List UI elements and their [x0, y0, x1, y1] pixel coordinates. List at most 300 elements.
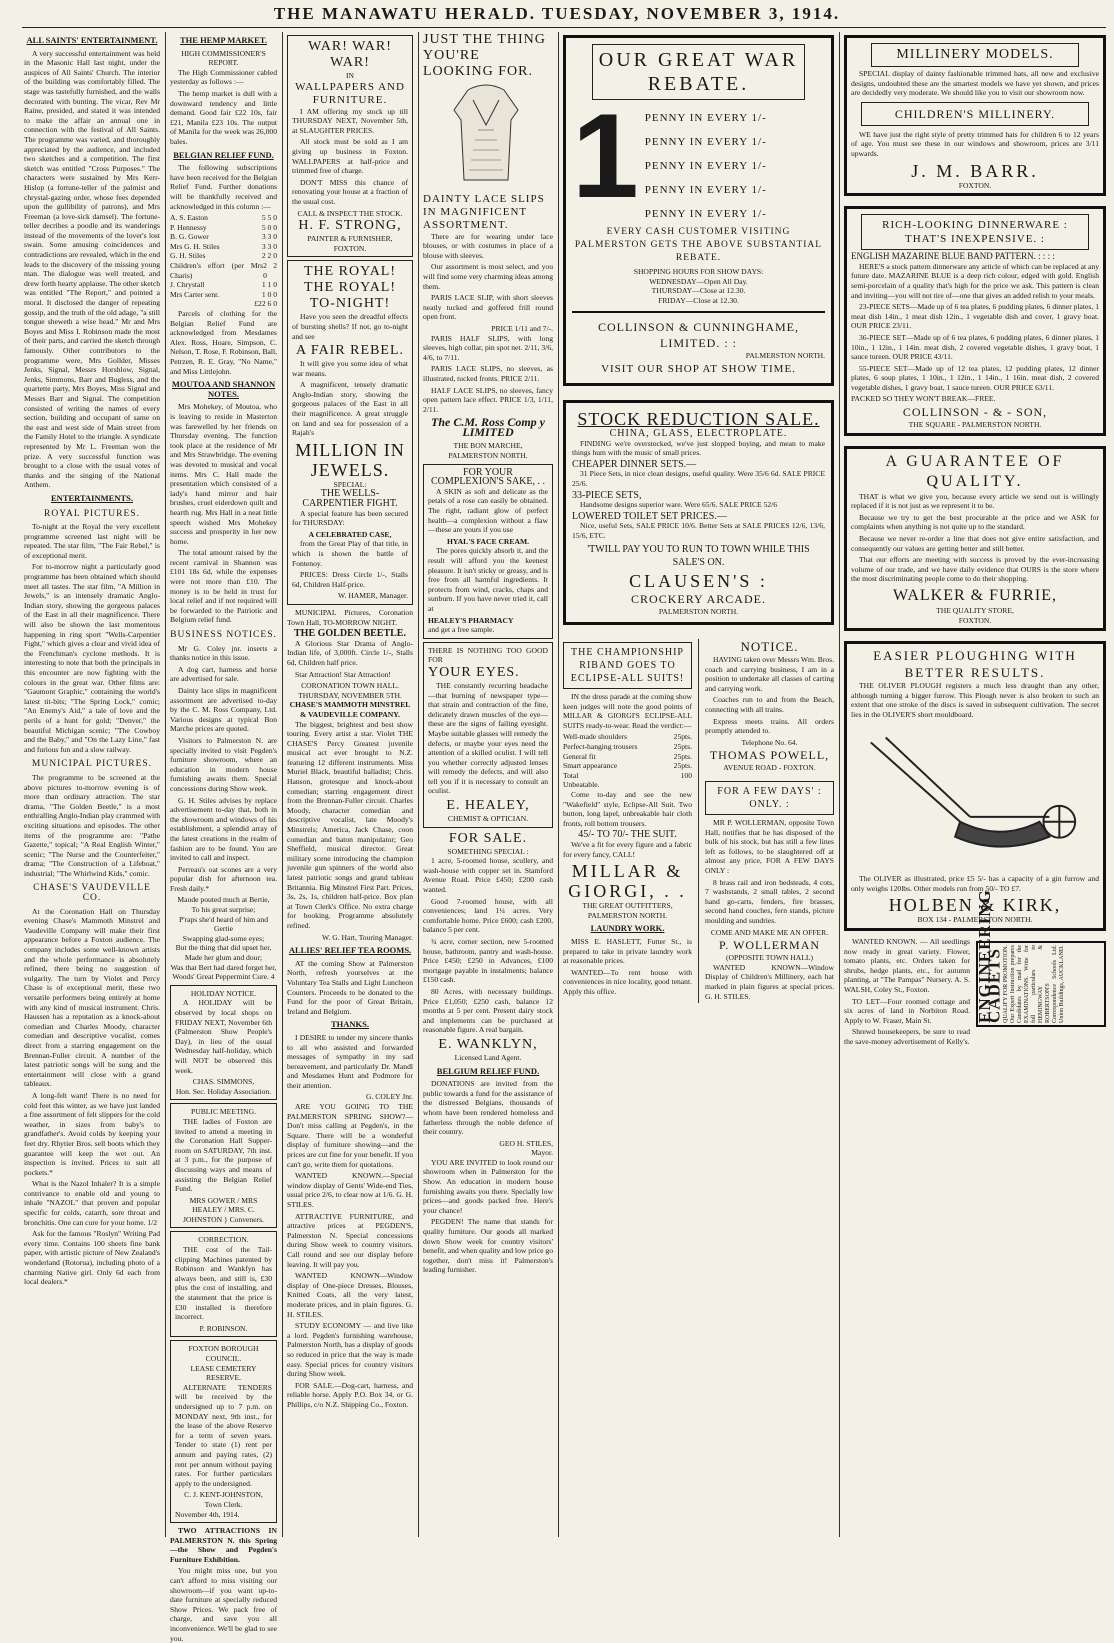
ad-signature: H. F. STRONG, [298, 218, 402, 234]
ad-text: I DESIRE to tender my sincere thanks to all who assisted and forwarded messages of sympathy in my sad bereavement, and particularly Dr. Mandl and Mesdames Hunt and Podmore for their attention. [287, 1032, 413, 1090]
ad-title: CORRECTION. [198, 1235, 249, 1245]
article-text: A very successful entertainment was held in the Masonic Hall last night, under the auspices of All Saints' Church. The interior of the building was comfortably filled. The stage was tastefully furnished, and the walls decorated with bunting. The vicar, Rev Mr Raine, presided, and stated it was intended to make the affair an annual one in connection with the festival of All Saints. The programme was varied, and thoroughly appreciated by the audience, and included two sketches and a competition. The first sketch was entitled "Cross Purposes." The characters were sustained by Mrs Kerr-Hislop (a fortune-teller of the palmist and chrystal-gazing order, whose fees depended upon the gullibility of patrons), and Mrs Freeman (a love-sick damsel). The fortune-teller decribes a poodle and its wanderings instead of the movements of the lover's lost swain. Some amusing coincidences and contradictions are revealed, which in the end leads to the discovery of the missing young man. The dialogue was well treated, and drew forth hearty applause. The other sketch was entitled "The Report," and pointed a moral. It disclosed the danger of repeating gossip, and the truth of the old adage, "a still tongue sheweth a wise head." Mr and Mrs Boyes and Miss I. Robinson made the most of their parts, and carried the sketch through famously. Other contributors to the programme were, Mrs Gollder, Misses Jenks, Signal, Messrs Horsblow, Signal, Jenks, Simmons, Barr and Bugless, and the quartette party, Mrs Boyes, Miss Signal and Messrs Barr and Signal. The competition consisted of writing the names of every section, building and occupant of same on the east and west side of Main street from the Family Hotel to the triangle. A syndicate represented by Mr L. Freeman won the prize. A very successful function was brought to a close with the usual votes of thanks and the singing of the National Anthem. [24, 48, 160, 490]
ad-title: BELGIUM RELIEF FUND. [436, 1065, 540, 1076]
ad-text: FRIDAY—Close at 12.30. [658, 295, 739, 305]
article-text: At the Coronation Hall on Thursday evening Chase's Mammoth Minstrel and Vaudeville Company will make their first appearance before a Foxton audience. The company includes some well-known artists and the whole performance is absolutely refined, there being no suggestion of vulgarity. The turn by Violet and Percy Chase is of exceptional merit, these two versatile performers being entirely at home with any kind of musical instrument. Chris. Haussen has a reputation as a knock-about comedian and Charles Moody, character comedian and descriptive vocalist, comes direct from a starring engagement on the Brennan-Fuller circuit. A number of the latest patriotic songs will be sung and the entertainment will close with a grand tableaux. [24, 906, 160, 1089]
ad-title: JUST THE THING YOU'RE LOOKING FOR. [423, 32, 546, 79]
subheadline: BUSINESS NOTICES. [170, 630, 277, 641]
ad-title: EASIER PLOUGHING WITH BETTER RESULTS. [873, 648, 1077, 681]
subscriber-name: J. Chrystall [170, 280, 205, 290]
article-text: Mrs Mohekey, of Moutoa, who is leaving to reside in Masterton was farewelled by her friends on Thursday evening. The function took place at the residence of Mr and Mrs Strawbridge. The evening was devoted to musical and vocal items. Mrs C. Hall made the presentation which consisted of a lady's hand mirror and hair brushes, cruel eiderdown quilt and hearth rug. Mrs Hall in a neat little speech wished Mrs Mohekey success and prosperity in her new home. [170, 402, 277, 546]
ad-signature: MILLAR & GIORGI, . . [568, 861, 687, 902]
ad-text: PARIS HALF SLIPS, with long sleeves, high collar, pin spot net. 2/11, 3/6, 4/6, to 7/11. [423, 333, 553, 362]
ad-text: 31 Piece Sets, in nice clean designs, useful quality. Were 35/6 6d. SALE PRICE 25/6. [572, 469, 825, 488]
ad-signature: Licensed Land Agent. [454, 1052, 522, 1062]
subscription-amount: 2 2 0 [261, 251, 277, 261]
points-value: 25pts. [673, 751, 692, 761]
article-text: A dog cart, harness and horse are advertised for sale. [170, 664, 277, 684]
ad-text: WANTED KNOWN. — All seedlings now ready in great variety. Flower, tomato plants, etc. Orders taken for shrubs, hedge plants, etc., for autumn planting, at "The Pampas" Nursery. A. S. WALSH, Coley St., Foxton. [844, 936, 970, 994]
ad-text: 36-PIECE SET—Made up of 6 tea plates, 6 pudding plates, 6 dinner plates, 1 10in., 1 12in., 1 14in. meat dish, 2 covered vegetable dishes, 1 gravy boat, 1 sauce tureen. OUR PRICE 43/11. [851, 332, 1099, 362]
ad-title: NOTICE. [740, 639, 799, 655]
ad-signature: C. J. KENT-JOHNSTON, [184, 1490, 263, 1500]
ad-text: Because we never re-order a line that does not give entire satisfaction, and consequently our values are getting better and still better. [851, 534, 1099, 553]
points-row [563, 771, 692, 781]
ad-text: PARIS LACE SLIPS, no sleeves, as illustrated, tucked fronts. PRICE 2/11. [423, 364, 553, 383]
ad-text: DON'T MISS this chance of renovating your house at a fraction of the usual cost. [292, 177, 408, 206]
ad-text: Handsome designs superior ware. Were 65/6. SALE PRICE 52/6 [580, 500, 778, 510]
ad-title: THE GOLDEN BEETLE. [294, 628, 406, 640]
plough-illustration [851, 722, 1099, 872]
ad-text: THAT is what we give you, because every article we send out is willingly replaced if it is not just as we represent it to be. [851, 491, 1099, 511]
subscriber-name: A. S. Easton [170, 213, 208, 223]
subscription-row [170, 280, 277, 290]
subscriber-name: G. H. Stiles [170, 251, 206, 261]
column-rule [165, 32, 166, 1537]
ad-text: 'TWILL PAY YOU TO RUN TO TOWN WHILE THIS SALE'S ON. [587, 543, 810, 568]
ad-signature: FOXTON. [958, 615, 992, 625]
ad-holiday-notice [170, 985, 277, 1101]
ad-text: YOU ARE INVITED to look round our showroom when in Palmerston for the Show. An education in modern house furnishing awaits you there. Specially low prices—and goods packed free. Here's your chance! [423, 1157, 553, 1215]
ad-title: LAUNDRY WORK. [590, 923, 665, 934]
ross-logo: The C.M. Ross Comp y LIMITED [430, 415, 545, 439]
ad-text: THE ladies of Foxton are invited to attend a meeting in the Coronation Hall Supper-room on SATURDAY, 7th inst. at 3 p.m., for the purpose of discussing ways and means of assisting the Belgian Relief Fund. [175, 1116, 272, 1194]
article-text: Visitors to Palmerston N. are specially invited to visit Pegden's furniture showroom, where an education in modern house furnishing awaits them. Special concessions during Show week. [170, 735, 277, 793]
penny-line: PENNY IN EVERY 1/- [644, 112, 767, 124]
ad-title: A GUARANTEE OF QUALITY. [885, 452, 1065, 490]
ad-signature: (OPPOSITE TOWN HALL) [725, 953, 814, 963]
subscriber-name: B. G. Gower [170, 232, 209, 242]
points-row [563, 742, 692, 752]
headline: ALL SAINTS' ENTERTAINMENT. [26, 35, 158, 45]
ad-war-rebate [563, 35, 834, 386]
column-5 [563, 32, 834, 1537]
penny-line: PENNY IN EVERY 1/- [644, 160, 767, 172]
poem-line: Woods' Great Peppermint Cure. 4 [172, 972, 275, 982]
ad-title: MILLINERY MODELS. [896, 47, 1054, 62]
ad-signature: P. ROBINSON. [199, 1323, 248, 1333]
ad-title: PUBLIC MEETING. [191, 1107, 256, 1117]
subscription-amount: 2 2 0 [263, 261, 277, 280]
headline: THE HEMP MARKET. [180, 35, 267, 45]
ad-title: PALMERSTON NORTH. [448, 451, 528, 461]
ad-text: 55-PIECE SET—Made up of 12 tea plates, 12 pudding plates, 12 dinner plates, 6 soup plates, 1 10in., 1 12in., 1 14in., 1 16in. meat dish, 2 covered vegetable dishes, 1 gravy boat, 1 sauce tureen. OUR PRICE 63/11. [851, 363, 1099, 392]
ad-title: A CELEBRATED CASE, [308, 529, 392, 539]
ad-correction [170, 1231, 277, 1337]
headline: BELGIAN RELIEF FUND. [173, 149, 274, 160]
subscription-row [170, 261, 277, 280]
subheadline: ROYAL PICTURES. [44, 508, 140, 519]
ad-text: EVERY CASH CUSTOMER VISITING PALMERSTON GETS THE ABOVE SUBSTANTIAL REBATE. [574, 227, 823, 263]
subscription-row [170, 290, 277, 300]
ad-text: ¾ acre, corner section, new 5-roomed house, bathroom, pantry and wash-house. Price £450; £250 in Advances, £100 mortgage payable in instalments; balance £150 cash. [423, 937, 553, 985]
article-text: The hemp market is dull with a downward tendency and little demand. Good fair £22 10s, fair £21, Manila £23 10s. The output of Manila for the week was 26,000 bales. [170, 88, 277, 146]
ad-text: STUDY ECONOMY — and live like a lord. Pegden's furnishing warehouse, Palmerston North, has a display of goods so reduced in price that the way is made easy. Special prices for country visitors during Show week. [287, 1321, 413, 1379]
ad-text: Good 7-roomed house, with all conveniences; land 1¼ acres. Very comfortable home. Price £600; cash £200, balance 5 per cent. [423, 896, 553, 935]
ad-text: 8 brass rail and iron bedsteads, 4 cots, 7 washstands, 2 small tables, 2 second hand go-carts, fenders, fire brasses, second hand couches, fern stands, picture moulding and sundries. [705, 877, 834, 925]
ad-text: HERE'S a stock pattern dinnerware any article of which can be replaced at any future date. MAZARINE BLUE is a deep rich colour, edged with gold. English semi-porcelain of a quality that's high for the price we ask. This pattern is clean and inviting—you will not tire of—one that gives an added relish to your meals. [851, 261, 1099, 300]
ad-text: WEDNESDAY—Open All Day. [649, 276, 748, 286]
ad-text: A Glorious Star Drama of Anglo-Indian life, of 3,000ft. Circle 1/-, Stalls 6d, Children half price. [287, 638, 413, 667]
ad-text: Our assortment is most select, and you will find some very charming ideas among them. [423, 262, 553, 291]
ad-title: OUR GREAT WAR REBATE. [598, 49, 799, 95]
article-text: G. H. Stiles advises by replace advertisement to-day that, both in the showroom and windows of his establishment, a splendid array of the latest creations in the realm of fashion are to be found. You are invited to call and inspect. [170, 795, 277, 863]
ad-signature: WALKER & FURRIE, [893, 587, 1057, 604]
ad-text: WE have just the right style of pretty trimmed hats for children 6 to 12 years of age. You must see these in our windows and showroom, prices are 3/11 upwards. [851, 129, 1099, 158]
column-rule [839, 32, 840, 1537]
ad-text: Telephone No. 64. [741, 737, 798, 747]
ad-signature: THOMAS POWELL, [709, 748, 830, 763]
ad-signature: Hon. Sec. Holiday Association. [175, 1086, 272, 1096]
points-label: Unbeatable. [563, 780, 600, 790]
subheadline: MUNICIPAL PICTURES. [31, 759, 153, 770]
ad-text: All stock must be sold as I am giving up business in Foxton. WALLPAPERS at half-price and trimmed free of charge. [292, 137, 408, 176]
ad-signature: THE GREAT OUTFITTERS, [582, 901, 673, 911]
subscription-row [170, 251, 277, 261]
subscription-row [170, 213, 277, 223]
ad-signature: BOX 134 - PALMERSTON NORTH. [917, 915, 1033, 925]
ad-signature: THE QUALITY STORE, [936, 606, 1014, 615]
ad-text: A HOLIDAY will be observed by local shops on FRIDAY NEXT, November 6th (Palmerston Show People's Day), in lieu of the usual Wednesday half-holiday, which will NOT be observed this week. [175, 998, 272, 1075]
ad-text: The OLIVER as illustrated, price £5 5/- has a capacity of a gin furrow and only weighs 120lbs. Other models run from 50/- TO £7. [851, 874, 1099, 893]
ad-title: HOLIDAY NOTICE. [190, 988, 257, 998]
ad-text: It will give you some idea of what war means. [292, 359, 408, 378]
subscription-row [170, 299, 277, 309]
article-text: The programme to be screened at the above pictures to-morrow evening is of more than ordinary attraction. The star drama, "The Golden Beetle," is a most enthralling Anglo-Indian play crammed with exciting situations and episodes. The other items of the programme are: "Pathe Gazette," topical; "A Real English Winter," scenic; "The Nurse and the Counterfeiter," drama; "The Construction of a Lifeboat," industrial; "The Whirlwind Kids," comic. [24, 772, 160, 878]
ad-stock-reduction [563, 400, 834, 625]
penny-line: PENNY IN EVERY 1/- [644, 208, 767, 220]
ad-title: STOCK REDUCTION SALE. [577, 408, 820, 429]
ad-title: COLLINSON & CUNNINGHAME, LIMITED. : : [598, 320, 799, 351]
ad-title: CHASE'S MAMMOTH MINSTREL & VAUDEVILLE COMPANY. [289, 700, 411, 719]
column-1 [24, 32, 160, 1537]
ad-text: PEGDEN! The name that stands for quality furniture. Our goods all marked down Show week for country visitors' benefit, and when quality and low price go together, don't miss it! Palmerston's leading furnisher. [423, 1217, 553, 1275]
ad-title: PALMERSTON NORTH. [745, 351, 825, 361]
column-rule [282, 32, 283, 1537]
ad-title: SPECIAL: [333, 479, 367, 489]
ad-text: That our efforts are meeting with success is proved by the ever-increasing volume of our trade, and we have daily evidence that OURS is the store where the most discriminating people come to do their shopping. [851, 555, 1099, 584]
ad-text: Because we try to get the best procurable at the price and we ASK for complaints when anything is not quite up to the standard. [851, 512, 1099, 532]
poem-line: Swapping glad-some eyes; [182, 933, 265, 943]
ad-signature: CHAS. SIMMONS, [192, 1077, 255, 1087]
ad-text: THE cost of the Tail-clipping Machines patented by Robinson and Wankfyn has always been, and still is, £30 plus the cost of installing, and the statement that the price is £30 installed is therefore incorrect. [175, 1245, 272, 1322]
ad-title: HEALEY'S PHARMACY [428, 615, 514, 625]
ad-title: CHILDREN'S MILLINERY. [894, 106, 1056, 121]
ad-text: Nice, useful Sets, SALE PRICE 10/6. Better Sets at SALE PRICES 12/6, 13/6, 15/6, ETC. [572, 521, 825, 540]
ad-signature: Town Clerk. [204, 1499, 243, 1509]
poem-line: But the thing that did upset her, [175, 943, 272, 953]
article-text: Mr G. Coley jnr. inserts a thanks notice in this issue. [170, 643, 277, 663]
ad-royal-pictures [287, 260, 413, 605]
subscription-amount: 5 0 0 [261, 222, 277, 232]
ad-war-wallpapers [287, 35, 413, 257]
points-table [563, 732, 692, 790]
lace-slip-illustration [423, 80, 549, 190]
points-label: Well-made shoulders [563, 732, 628, 742]
article-text: To-night at the Royal the very excellent programme screened last night will be repeated. The star film, "The Fair Rebel," is of exceptional merit. [24, 522, 160, 560]
poem-line: Maude pouted much at Bertie, [177, 895, 270, 905]
subscriber-name: Children's effort (per Mrs Charis) [170, 261, 264, 280]
ad-title-box [563, 642, 692, 689]
penny-line: PENNY IN EVERY 1/- [644, 184, 767, 196]
subheadline: CHASE'S VAUDEVILLE CO. [33, 883, 151, 904]
article-text: Dainty lace slips in magnificent assortment are advertised to-day by the C. M. Ross Company, Ltd. Various designs at typical Bon Marche prices are quoted. [170, 686, 277, 734]
ad-face-cream [423, 464, 553, 639]
ad-text: MISS E. HASLETT, Futter St., is prepared to take in private laundry work at reasonable prices. [563, 936, 692, 966]
ad-signature: E. WANKLYN, [438, 1036, 538, 1052]
ad-text: QUALIFY FOR PROMOTION. Our Expert Instruction prepares Candidates by mail for the EXAMINATIONS. Write for full particulars to HEMINGWAY & ROBERTSON'S Correspondence Schools Ltd. Union Buildings, AUCKLAND. [1003, 944, 1066, 1023]
big-one-numeral: 1 [572, 89, 639, 223]
ad-title: COME AND MAKE ME AN OFFER. [710, 927, 829, 937]
subscription-row [170, 223, 277, 233]
points-label: Total [563, 770, 579, 780]
ad-title: TWO ATTRACTIONS IN PALMERSTON N. this Spring—the Show and Pegden's Furniture Exhibition. [170, 1526, 277, 1564]
ad-signature: COLLINSON - & - SON, [902, 405, 1048, 420]
ad-text: WANTED KNOWN.—Special window display of Gents' Wide-end Ties, usual price 2/6, to clear now at 1/6. G. H. STILES. [287, 1171, 413, 1209]
ad-text: from the Great Play of that title, in which is shown the battle of Fontenoy. [292, 539, 408, 568]
ad-title: FOR SALE. [448, 830, 528, 846]
ad-text: There are for wearing under lace blouses, or with costumes in place of a blouse with sleeves. [423, 231, 553, 260]
ad-text: The biggest, brightest and best show touring. Every artist a star. Violet THE CHASE'S Percy Greatest juvenile musical act ever brought to N.Z. featuring 12 different instruments. Miss Muriel Black, beautiful balladist; Chris. Hanson, grotesque and knock-about comedian; starring engagement direct from the Brennan-Fuller circuit. Charles Moody, character comedian and descriptive vocalist, late Moody's Minstrels; America, Jack Chase, coon comedian and baton manipulator; Geo Sheffield, musical director. Great military scene introducing the champion juvenile gun spinners of the world also latest patriotic songs and grand tableau Britannia. Big Minstrel First Part. Prices, 3s, 2s, 1s, children half-price. Box plan at Town Clerk's Office. No extra charge for booking. Programme absolutely refined. [287, 719, 413, 930]
points-row [563, 732, 692, 742]
column-7 [844, 32, 1106, 1537]
ad-signature: HOLBEN & KIRK, [888, 895, 1062, 916]
poem-line: Was that Bert had dared forget her, [170, 962, 277, 972]
points-label: General fit [563, 751, 596, 761]
ad-text: HALF LACE SLIPS, no sleeves, fancy open pattern lace effect. PRICE 1/3, 1/11, 2/11. [423, 385, 553, 414]
points-row [563, 780, 692, 790]
ad-signature: P. WOLLERMAN [718, 938, 821, 953]
article-text: What is the Nazol Inhaler? It is a simple contrivance to enable old and young to inhale "NAZOL" that proven and popular specific for colds, catarrh, sore throat and bronchitis. One can cure for your home. 1/2 [24, 1179, 160, 1227]
ad-text: Come to-day and see the new "Wakefield" style, Eclipse-All Suit. Two button, long lapel, unbreakable hair cloth fronts, roll bottom trousers. [563, 790, 692, 828]
ad-dinnerware [844, 206, 1106, 436]
ad-text: and get a free sample. [428, 625, 495, 635]
column-3 [287, 32, 413, 1537]
poem-line: P'raps she'd heard of him and Gertie [179, 914, 268, 934]
ad-text: Have you seen the dreadful effects of bursting shells? If not, go to-night and see [292, 312, 408, 341]
ad-text: HAVING taken over Messrs Wm. Bros. coach and carrying business, I am in a position to undertake all classes of carting and carrying work. [705, 655, 834, 693]
subscription-amount: 3 3 0 [261, 241, 277, 251]
ad-text: SPECIAL display of dainty fashionable trimmed hats, all new and exclusive designs, undoubted these are the smartest models we have yet shown, and prices are decidedly very moderate. We should like you to visit our showroom now. [851, 69, 1099, 98]
subscription-amount: 3 3 0 [261, 232, 277, 242]
poem-line: Made her glum and dour; [184, 953, 263, 963]
ad-text: AT the coming Show at Palmerston North, refresh yourselves at the Voluntary Tea Stalls and Light Luncheon Counters. Proceeds to be donated to the Fund for the poor of Great Britain, Ireland and Belgium. [287, 958, 413, 1016]
ad-signature: GEO H. STILES, [499, 1138, 553, 1148]
ad-text: FOR SALE.—Dog-cart, harness, and reliable horse. Apply P.O. Box 34, or G. Phillips, c/o N.Z. Shipping Co., Foxton. [287, 1380, 413, 1409]
ad-text: Express meets trains. All orders promptly attended to. [705, 716, 834, 736]
ad-title: THE CHAMPIONSHIP RIBAND GOES TO ECLIPSE-ALL SUITS! [570, 647, 685, 685]
ad-signature: PALMERSTON NORTH. [587, 910, 668, 920]
ad-text: FINDING we're overstocked, we've just slopped buying, and mean to make things hum with the music of small prices. [572, 438, 825, 458]
ad-title: THERE IS NOTHING TOO GOOD FOR [428, 645, 548, 665]
ad-text: You might miss one, but you can't afford to miss visiting our showroom—if you want up-to-date furniture at specially reduced Show Prices. We pack free of charge, and save you all inconvenience. We'll be glad to see you. [170, 1566, 277, 1643]
ad-subtitle: LEASE CEMETERY RESERVE. [190, 1363, 257, 1383]
ad-text: PRICES: Dress Circle 1/-, Stalls 6d, Children Half-price. [292, 570, 408, 589]
ad-title: SOMETHING SPECIAL : [447, 846, 529, 856]
subscriber-name: Mrs Carter senr. [170, 289, 220, 299]
ad-signature: E. HEALEY, [446, 798, 530, 814]
ad-your-eyes [423, 642, 553, 828]
ad-borough-council [170, 1340, 277, 1523]
ad-text: PACKED SO THEY WON'T BREAK—FREE. [851, 394, 996, 404]
ad-text: WANTED KNOWN—Window Display of Children's Millinery, each hat marked in plain figures at special prices. G. H. STILES. [705, 962, 834, 1001]
column-rule [558, 32, 559, 1537]
ad-signature: G. COLEY Jnr. [366, 1092, 413, 1102]
points-value: 25pts. [673, 732, 692, 742]
ad-title: THE WELLS-CARPENTIER FIGHT. [302, 488, 398, 510]
ad-text: We've a fit for every figure and a fabric for every fancy, CALL! [563, 840, 692, 859]
masthead: THE MANAWATU HERALD. TUESDAY, NOVEMBER 3, 1914. [273, 4, 841, 23]
subscription-list [170, 213, 277, 309]
ad-title: THE ROYAL! THE ROYAL! [303, 264, 397, 296]
ad-signature: PALMERSTON NORTH. [658, 606, 739, 616]
ad-text: TO LET—Four roomed cottage and six acres of land in Norbiton Road. Apply to W. Fraser, Main St. [844, 996, 970, 1025]
ad-text: The pores quickly absorb it, and the result will afford you the keenest pleasure. It isn't sticky or greasy, and is free from all harmful ingredients. It protects from wind, cracks, chaps and sunburn. If you have never tried it, call at [428, 546, 548, 613]
penny-line: PENNY IN EVERY 1/- [644, 136, 767, 148]
subscription-amount: 1 1 0 [261, 280, 277, 290]
ad-title: CHEAPER DINNER SETS.— [572, 458, 697, 470]
ad-date: November 4th, 1914. [175, 1509, 240, 1519]
subscription-row [170, 242, 277, 252]
ad-title: ENGINEERING CADETS [975, 889, 1004, 1023]
ad-text: WANTED—To rent house with conveniences in nice locality, good tenant. Apply this office. [563, 967, 692, 996]
points-label: Smart appearance [563, 761, 618, 771]
ad-title: CORONATION TOWN HALL. [301, 681, 399, 691]
ad-text: MUNICIPAL Pictures, Coronation Town Hall, TO-MORROW NIGHT. [287, 607, 413, 627]
ad-text: SHOPPING HOURS FOR SHOW DAYS: [633, 267, 764, 276]
column-4 [423, 32, 553, 1537]
ad-text: IN the dress parade at the coming show keen judges will note the good points of MILLAR & GIORGI'S ECLIPSE-ALL SUITS ready-to-wear. Read the verdict:— [563, 692, 692, 730]
ad-title: THURSDAY, NOVEMBER 5TH. [298, 690, 402, 700]
ad-title: DAINTY LACE SLIPS IN MAGNIFICENT ASSORTMENT. [423, 192, 545, 231]
ad-signature: THE SQUARE - PALMERSTON NORTH. [908, 420, 1042, 430]
ad-title: WAR! WAR! WAR! [308, 39, 392, 70]
ad-text: ARE YOU GOING TO THE PALMERSTON SPRING SHOW?—Don't miss calling at Pegden's, in the Square. There will be a wonderful display of furniture showing—and the prices are cut fine for your benefit. If you can't go, write them for quotations. [287, 1102, 413, 1169]
article-text: The total amount raised by the recent carnival in Shannon was £101 18s 6d, while the expenses were not more than £10. The money is to be held in trust for local relief and if not required will be forwarded to the Patriotic and Belgium relief fund. [170, 548, 277, 625]
ad-text: 23-PIECE SETS—Made up of 6 tea plates, 6 pudding plates, 6 dinner plates, 1 meat dish 14in., 1 meat dish 12in., 1 vegetable dish and cover, 1 gravy boat. OUR PRICE 23/11. [851, 302, 1099, 331]
poem [170, 895, 277, 981]
ad-title: 33-PIECE SETS, [572, 489, 642, 501]
ad-signature: CROCKERY ARCADE. [631, 591, 766, 606]
ad-text: WANTED KNOWN—Window display of One-piece Dresses, Blouses, Knitted Coats, all the very latest, moderate prices, and in plain figures. G. H. STILES. [287, 1271, 413, 1319]
ad-title: FOR YOUR COMPLEXION'S SAKE, . . [430, 466, 546, 488]
subscription-amount: 5 5 0 [261, 213, 277, 223]
points-value: 100 [680, 770, 692, 780]
points-value: 25pts. [673, 742, 692, 752]
ad-text: I AM offering my stock up till THURSDAY NEXT, November 5th, at SLAUGHTER PRICES. [292, 106, 408, 135]
ad-signature: W. HAMER, Manager. [338, 591, 408, 601]
ad-title: FOXTON BOROUGH COUNCIL. [188, 1344, 259, 1363]
article-text: Ask for the famous "Roslyn" Writing Pad every time. Contains 100 sheets fine bank paper, with artistic picture of New Zealand's wonderland (Rotorua), including photo of a charming Native girl. Only 6d each from local dealers.* [24, 1229, 160, 1287]
points-label: Perfect-hanging trousers [563, 742, 638, 752]
ad-signature: J. M. BARR. [911, 160, 1039, 181]
ad-oliver-plough [844, 641, 1106, 931]
ad-subtitle: ENGLISH MAZARINE BLUE BAND PATTERN. : : : : [851, 251, 1055, 262]
subheadline: HIGH COMMISSIONER'S REPORT. [181, 48, 266, 68]
ad-text: ATTRACTIVE FURNITURE, and attractive prices at PEGDEN'S, Palmerston N. Special concessions during Show week to country visitors. Call round and see our display before leaving. It will pay you. [287, 1211, 413, 1269]
ad-title: VISIT OUR SHOP AT SHOW TIME. [601, 362, 796, 375]
ad-title: MILLION IN JEWELS. [295, 439, 405, 480]
ad-text: THE constantly recurring headache—that burning of newspaper type—that strain and contraction of the fine, delicately drawn muscles of the eye—these are the signs of failing eyesight. Maybe suitable glasses will remedy the defects, or maybe your eyes need the attention of a skilled oculist. I will tell you whether correctly adjusted lenses will remedy the defects, and will also tell you if it is necessary to consult an oculist. [428, 680, 548, 796]
article-text: For to-morrow night a particularly good programme has been obtained which should meet all tastes. The star film, "A Million in Jewels," is an intensely dramatic Anglo-Indian story, showing the gorgeous palaces of the East in all their magnificence. There will also be shown the last momentous happening in ring sport "Wells-Carpentier Fight," which gives a clear and vivid idea of the Frenchman's cyclone methods. It is interesting to note that both the principals in this encounter are now fighting with the colours in the great war. Other films are: "Gaumont Graphic," containing the world's latest tit-bits; "The Spring Lock," comic; "An Enemy's Aid," a tale of love and the perils of a hunt for gold; "Denver," the beautiful Michigan scenic; "The Cowboy and the Baby," and "On the Lazy Line," fast and furious fun and a slow railway. [24, 562, 160, 754]
ad-millar-giorgi [563, 639, 692, 1003]
ad-signature: FOXTON. [958, 180, 992, 190]
ad-millinery [844, 35, 1106, 196]
ad-text: MR P. WOLLERMAN, opposite Town Hall, notifies that he has disposed of the bulk of his stock, but has still a few lines left as follows, to be slaughtered off at almost any price, FOR A FEW DAYS ONLY : [705, 818, 834, 875]
subscriber-name: P. Hennessy [170, 222, 207, 232]
ad-title: THANKS. [330, 1019, 370, 1030]
ad-text: Star Attraction! Star Attraction! [295, 669, 391, 679]
ad-title: THE BON MARCHE, [453, 441, 523, 451]
points-value: 25pts. [673, 761, 692, 771]
ad-title: TO-NIGHT! [309, 296, 391, 312]
ad-text: 80 Acres, with necessary buildings. Price £1,050; £250 cash, balance 12 months at 5 per cent. Present dairy stock and implements can be purchased at reasonable figure. A real bargain. [423, 986, 553, 1035]
ad-title: ALLIES' RELIEF TEA ROOMS. [288, 945, 412, 956]
subscription-amount: £22 6 0 [254, 299, 277, 309]
ad-signature: CLAUSEN'S : [629, 570, 768, 591]
ad-public-meeting [170, 1103, 277, 1228]
points-row [563, 761, 692, 771]
poem-line: To his great surprise; [191, 905, 256, 915]
ad-title: YOUR EYES. [428, 664, 520, 680]
ad-signature: AVENUE ROAD - FOXTON. [723, 763, 816, 773]
ad-title: FOR A FEW DAYS' : ONLY. : [717, 786, 822, 811]
subscription-row [170, 232, 277, 242]
ad-notices [705, 639, 834, 1003]
article-text: The High Commissioner cabled yesterday as follows :— [170, 67, 277, 87]
subscriber-name: Mrs G. H. Stiles [170, 241, 220, 251]
article-text: Parcels of clothing for the Belgian Relief Fund are acknowledged from Mesdames Alex. Ross, Hoare, Simpson, C. Nelson, T. Rose, F. Robinson, Ball, Petrzen, R. E. Gray, "No Name," and Miss Littlejohn. [170, 309, 277, 376]
column-2 [170, 32, 277, 1643]
ad-text: THURSDAY—Close at 12.30. [651, 286, 746, 296]
ad-text: PARIS LACE SLIP, with short sleeves neatly tucked and goffered frill round open front. [423, 293, 553, 322]
headline: MOUTOA AND SHANNON NOTES. [171, 379, 276, 399]
points-row [563, 752, 692, 762]
ad-subtitle: CHINA, GLASS, ELECTROPLATE. [609, 427, 788, 439]
headline: ENTERTAINMENTS. [51, 492, 133, 503]
ad-title: 45/- TO 70/- THE SUIT. [578, 829, 677, 841]
ad-title: A FAIR REBEL. [295, 343, 405, 359]
subscription-amount: 1 0 0 [261, 289, 277, 299]
ad-guarantee [844, 446, 1106, 632]
ad-signature: Mayor. [531, 1148, 553, 1158]
ad-text: A SKIN as soft and delicate as the petals of a rose can easily be obtained. The right, radiant glow of perfect health—a complexion without a flaw—these are yours if you use [428, 486, 548, 535]
column-rule [418, 32, 419, 1537]
ad-title: RICH-LOOKING DINNERWARE : THAT'S INEXPENSIVE. : [882, 219, 1068, 246]
article-text: Perreau's oat scones are a very popular dish for afternoon tea. Fresh daily.* [170, 864, 277, 893]
ad-signature: W. G. Hart, Touring Manager. [322, 932, 413, 942]
ad-title: WALLPAPERS AND FURNITURE. [295, 80, 405, 106]
ad-text: DONATIONS are invited from the public towards a fund for the assistance of the distressed Belgians, thousands of whom have been rendered homeless and fatherless through the noble defence of their country. [423, 1079, 553, 1137]
ad-text: A special feature has been secured for THURSDAY: [292, 508, 408, 528]
article-text: A long-felt want! There is no need for cold feet this winter, as we have just landed a fine assortment of felt slippers for the cold weather, in sizes from baby's to grandfather's. Avoid colds by keeping your feet dry. Rhytier Bros. sell boots which they guarantee will keep the wet out. An inspection is invited. Prices to suit all pockets.* [24, 1090, 160, 1177]
ad-text: Shrewd housekeepers, be sure to read the save-money advertisement of Kelly's. [844, 1027, 970, 1046]
ad-text: CALL & INSPECT THE STOCK. [297, 208, 403, 218]
ad-signature: MRS GOWER / MRS HEALEY / MRS. C. JOHNSTON } Conveners. [183, 1195, 264, 1224]
article-text: The following subscriptions have been received for the Belgian Relief Fund. Further donations will be thankfully received and acknowledged in this column :— [170, 163, 277, 211]
ad-signature: PAINTER & FURNISHER, FOXTON. [307, 234, 393, 253]
price: PRICE 1/11 and 7/-. [491, 323, 553, 333]
ad-title: IN [345, 71, 354, 80]
ad-title: LOWERED TOILET SET PRICES.— [572, 510, 727, 522]
ad-signature: CHEMIST & OPTICIAN. [447, 814, 529, 824]
ad-title-box [705, 781, 834, 815]
ad-text: A magnificent, tensely dramatic Anglo-Indian story, showing the gorgeous palaces of the East in all their magnificence. A great struggle on land and sea for possession of a Rajah's [292, 380, 408, 438]
masthead-rule [22, 27, 1106, 28]
ad-text: Coaches run to and from the Beach, connecting with all trains. [705, 695, 834, 715]
ad-text: 1 acre, 5-roomed house, scullery, and wash-house with copper set in. Stamford Avenue Road. Price £450; £200 cash wanted. [423, 856, 553, 895]
ad-title: HYAL'S FACE CREAM. [446, 536, 530, 546]
ad-text: THE OLIVER PLOUGH registers a much less draught than any other, although turning a bigger furrow. This Plough never is also broken to such an extent that one stroke of the discs is saved in subsequent cultivation. The secret lies in the OLIVER'S short mouldboard. [851, 681, 1099, 719]
